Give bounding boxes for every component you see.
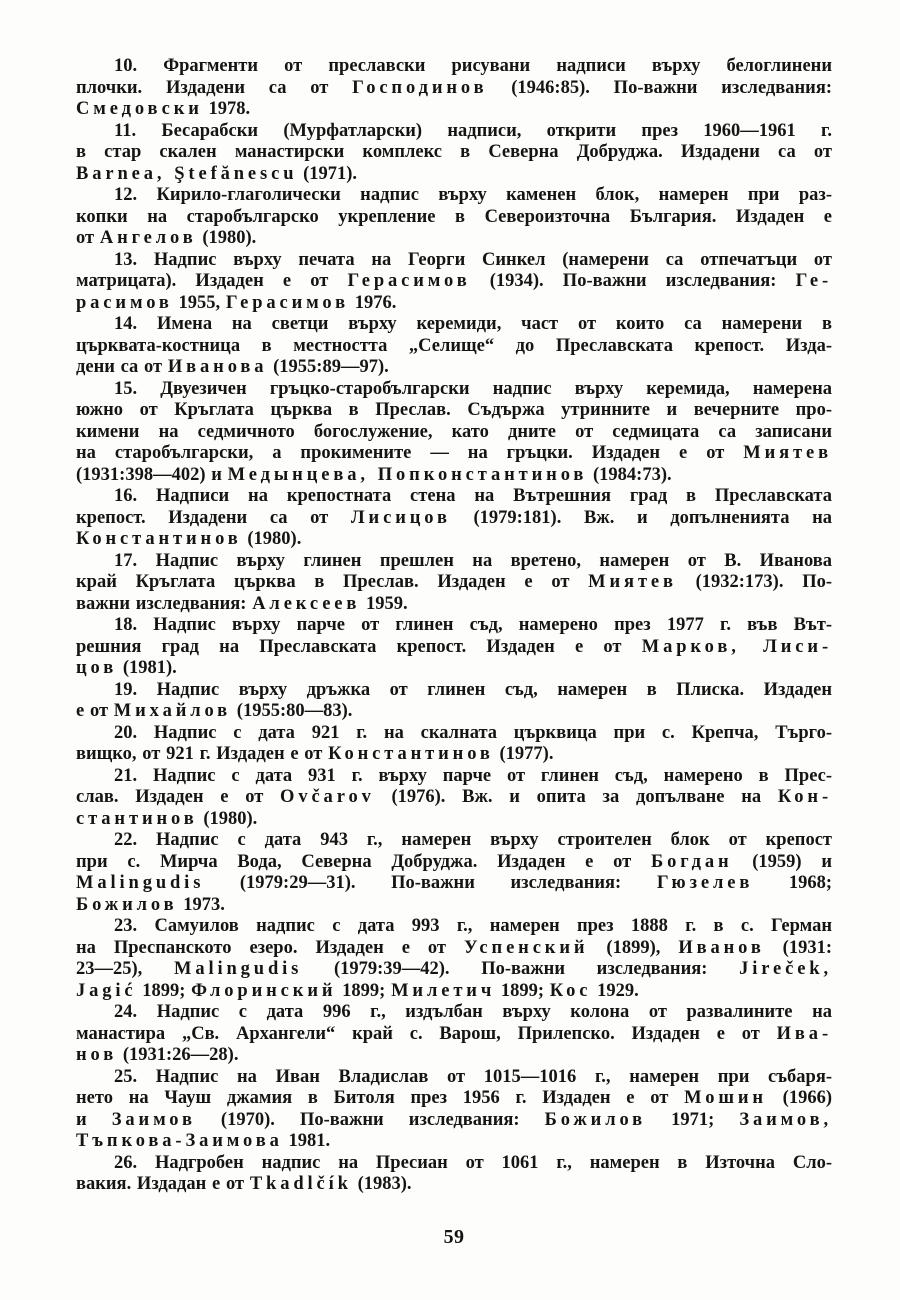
- text-segment: 23. Самуилов надпис с дата 993 г., намерен през 1888 г. в с. Герман: [114, 916, 832, 936]
- page-number: 59: [443, 1226, 465, 1248]
- text-line: [76, 852, 832, 874]
- text-line: [76, 486, 832, 508]
- text-line: [76, 981, 832, 1003]
- text-segment: 16. Надписи на крепостната стена на Вътрешния град в Преславската: [114, 486, 832, 506]
- text-line: [76, 142, 832, 164]
- text-segment: 17. Надпис върху глинен прешлен на вретено, намерен от В. Иванова: [114, 550, 832, 571]
- text-line: [76, 766, 832, 788]
- text-segment: при с. Мирча Вода, Северна Добруджа. Издаден е от: [76, 851, 651, 872]
- emphasized-author-name: Ива-: [776, 1023, 832, 1044]
- text-segment: 20. Надпис с дата 921 г. на скалната църквица при с. Крепча, Търго-: [114, 722, 832, 743]
- emphasized-author-name: нов: [76, 1045, 118, 1065]
- bibliography-entry-24: [76, 1002, 832, 1067]
- bibliography-entry-22: [76, 830, 832, 916]
- text-line: [76, 207, 832, 229]
- text-segment: (1966): [766, 1088, 832, 1108]
- emphasized-author-name: Заимов,: [739, 1109, 832, 1130]
- text-segment: 1976.: [348, 292, 397, 313]
- text-segment: 10. Фрагменти от преславски рисувани надписи върху белоглинени: [114, 56, 832, 76]
- text-line: [76, 572, 832, 594]
- text-line: [76, 1088, 832, 1110]
- text-segment: 15. Двуезичен гръцко-старобългарски надпис върху керемида, намерена: [114, 378, 832, 399]
- text-segment: и: [76, 1109, 112, 1130]
- bibliography-list: [76, 56, 832, 1196]
- text-segment: 1959.: [360, 593, 408, 614]
- text-segment: църквата-костница в местността „Селище“ до Преславската крепост. Изда-: [76, 335, 832, 356]
- text-segment: (1899),: [588, 937, 679, 958]
- emphasized-author-name: Господинов: [352, 77, 488, 98]
- emphasized-author-name: Смедовски: [76, 99, 203, 119]
- text-segment: (1981).: [117, 658, 177, 678]
- emphasized-author-name: Флоринский: [191, 980, 337, 1001]
- text-line: [76, 1131, 832, 1153]
- text-line: [76, 830, 832, 852]
- text-segment: манастира „Св. Архангели“ край с. Варош, Прилепско. Издаден е от: [76, 1023, 777, 1044]
- text-line: [76, 357, 832, 379]
- text-segment: дени са от: [76, 357, 168, 377]
- emphasized-author-name: Barnea, Ştefănescu: [76, 163, 298, 184]
- emphasized-author-name: Богдан: [650, 851, 733, 872]
- text-segment: (1959) и: [732, 851, 832, 872]
- bibliography-entry-12: [76, 185, 832, 250]
- text-line: [76, 1024, 832, 1046]
- emphasized-author-name: Михайлов: [113, 701, 232, 721]
- text-line: [76, 228, 832, 250]
- emphasized-author-name: Гюзелев: [656, 873, 754, 893]
- text-segment: (1980).: [197, 808, 258, 829]
- emphasized-author-name: Заимов: [111, 1109, 196, 1130]
- text-segment: 1929.: [591, 980, 639, 1001]
- bibliography-entry-25: [76, 1067, 832, 1153]
- text-line: [76, 873, 832, 895]
- emphasized-author-name: цов: [76, 658, 118, 678]
- bibliography-entry-23: [76, 916, 832, 1002]
- text-segment: 1981.: [282, 1131, 331, 1151]
- emphasized-author-name: Иванов: [678, 937, 765, 958]
- text-segment: 11. Бесарабски (Мурфатларски) надписи, открити през 1960—1961 г.: [114, 120, 832, 141]
- text-segment: от: [76, 228, 100, 248]
- text-line: [76, 701, 832, 723]
- emphasized-author-name: Герасимов: [347, 271, 471, 291]
- page-footer: [76, 1226, 832, 1249]
- text-segment: на Преспанското езеро. Издаден е от: [76, 937, 464, 958]
- text-line: [76, 1067, 832, 1089]
- text-segment: 1899;: [136, 980, 192, 1001]
- text-line: [76, 422, 832, 444]
- emphasized-author-name: стантинов: [76, 808, 198, 829]
- emphasized-author-name: Malingudis: [173, 959, 303, 979]
- text-segment: (1931:26—28).: [117, 1045, 239, 1065]
- text-line: [76, 916, 832, 938]
- bibliography-entry-19: [76, 680, 832, 723]
- text-segment: 12. Кирило-глаголически надпис върху каменен блок, намерен при раз-: [114, 185, 832, 205]
- emphasized-author-name: Герасимов: [225, 292, 349, 313]
- text-segment: 13. Надпис върху печата на Георги Синкел (намерени са отпечатъци от: [114, 249, 832, 270]
- text-line: [76, 185, 832, 207]
- text-line: [76, 895, 832, 917]
- emphasized-author-name: Ovčarov: [280, 787, 375, 807]
- text-line: [76, 551, 832, 573]
- text-line: [76, 1002, 832, 1024]
- emphasized-author-name: Jagić: [76, 980, 137, 1001]
- text-segment: 21. Надпис с дата 931 г. върху парче от глинен съд, намерено в Прес-: [114, 765, 832, 786]
- text-segment: край Кръглата църква в Преслав. Издаден е от: [76, 572, 589, 592]
- text-line: [76, 809, 832, 831]
- text-line: [76, 1045, 832, 1067]
- text-segment: 22. Надпис с дата 943 г., намерен върху строителен блок от крепост: [114, 830, 832, 850]
- emphasized-author-name: Миятев: [588, 572, 677, 592]
- text-segment: (1976). Вж. и опита за допълване на: [374, 787, 778, 807]
- text-line: [76, 938, 832, 960]
- text-segment: (1979:29—31). По-важни изследвания:: [204, 873, 657, 893]
- text-line: [76, 400, 832, 422]
- text-segment: (1971).: [297, 163, 358, 184]
- text-segment: вакия. Издадан е от: [76, 1174, 250, 1194]
- bibliography-entry-13: [76, 250, 832, 315]
- emphasized-author-name: Миятев: [743, 443, 832, 463]
- emphasized-author-name: Милетич: [391, 980, 496, 1001]
- text-segment: копки на старобългарско укрепление в Североизточна България. Издаден е: [76, 206, 832, 227]
- bibliography-entry-15: [76, 379, 832, 487]
- emphasized-author-name: Ге-: [795, 271, 832, 291]
- text-segment: (1977).: [493, 744, 554, 764]
- text-segment: (1984:73).: [587, 464, 672, 485]
- emphasized-author-name: Malingudis: [76, 873, 205, 893]
- text-line: [76, 959, 832, 981]
- text-segment: 1899;: [336, 980, 392, 1001]
- text-segment: южно от Кръглата църква в Преслав. Съдържа утринните и вечерните про-: [76, 400, 832, 420]
- text-segment: важни изследвания:: [76, 593, 253, 614]
- text-segment: 23—25),: [76, 959, 174, 979]
- text-segment: на старобългарски, а прокимените — на гръцки. Издаден е от: [76, 443, 744, 463]
- emphasized-author-name: Кон-: [777, 787, 832, 807]
- text-segment: е от: [76, 701, 114, 721]
- text-segment: (1979:181). Вж. и допълненията на: [450, 507, 832, 528]
- text-segment: (1955:80—83).: [231, 701, 353, 721]
- text-segment: 18. Надпис върху парче от глинен съд, намерено през 1977 г. във Вът-: [114, 615, 832, 635]
- bibliography-entry-17: [76, 551, 832, 616]
- text-segment: (1931:398—402) и: [76, 464, 228, 485]
- text-segment: решния град на Преславската крепост. Издаден е от: [76, 636, 642, 657]
- text-segment: 1973.: [177, 894, 225, 915]
- emphasized-author-name: Иванова: [167, 357, 268, 377]
- text-line: [76, 443, 832, 465]
- text-line: [76, 465, 832, 487]
- text-segment: 14. Имена на светци върху керемиди, част от които са намерени в: [114, 314, 832, 334]
- text-segment: крепост. Издадени са от: [76, 507, 351, 528]
- emphasized-author-name: Медынцева, Попконстантинов: [227, 464, 588, 485]
- bibliography-entry-11: [76, 121, 832, 186]
- emphasized-author-name: Успенский: [463, 937, 589, 958]
- emphasized-author-name: Tkadlčík: [249, 1174, 352, 1194]
- bibliography-entry-21: [76, 766, 832, 831]
- text-segment: вищко, от 921 г. Издаден е от: [76, 744, 329, 764]
- text-line: [76, 637, 832, 659]
- bibliography-entry-18: [76, 615, 832, 680]
- text-segment: нето на Чауш джамия в Битоля през 1956 г. Издаден е от: [76, 1088, 685, 1108]
- text-line: [76, 1174, 832, 1196]
- emphasized-author-name: Кос: [549, 980, 592, 1001]
- bibliography-entry-20: [76, 723, 832, 766]
- text-segment: (1946:85). По-важни изследвания:: [487, 77, 832, 98]
- emphasized-author-name: расимов: [76, 292, 173, 313]
- text-line: [76, 293, 832, 315]
- emphasized-author-name: Jireček,: [739, 959, 832, 979]
- text-line: [76, 1110, 832, 1132]
- text-segment: 19. Надпис върху дръжка от глинен съд, намерен в Плиска. Издаден: [114, 679, 832, 700]
- text-line: [76, 508, 832, 530]
- text-line: [76, 78, 832, 100]
- text-segment: 24. Надпис с дата 996 г., издълбан върху колона от развалините на: [114, 1002, 832, 1022]
- text-segment: (1955:89—97).: [267, 357, 389, 377]
- emphasized-author-name: Божилов: [76, 894, 178, 915]
- text-line: [76, 744, 832, 766]
- emphasized-author-name: Тъпкова-Заимова: [76, 1131, 283, 1151]
- text-line: [76, 658, 832, 680]
- bibliography-entry-26: [76, 1153, 832, 1196]
- text-line: [76, 336, 832, 358]
- text-segment: (1980).: [196, 228, 257, 248]
- text-segment: (1980).: [241, 529, 302, 549]
- text-line: [76, 594, 832, 616]
- text-segment: матрицата). Издаден е от: [76, 271, 348, 291]
- text-segment: (1934). По-важни изследвания:: [470, 271, 796, 291]
- text-segment: 1978.: [202, 99, 251, 119]
- text-segment: 25. Надпис на Иван Владислав от 1015—1016 г., намерен при събаря-: [114, 1066, 832, 1087]
- text-segment: 1971;: [646, 1109, 740, 1130]
- text-line: [76, 56, 832, 78]
- emphasized-author-name: Константинов: [328, 744, 494, 764]
- bibliography-entry-16: [76, 486, 832, 551]
- text-segment: плочки. Издадени са от: [76, 77, 353, 98]
- emphasized-author-name: Мошин: [684, 1088, 767, 1108]
- emphasized-author-name: Лисицов: [350, 507, 451, 528]
- text-line: [76, 99, 832, 121]
- text-segment: (1970). По-важни изследвания:: [195, 1109, 545, 1130]
- text-segment: (1931:: [764, 937, 832, 958]
- text-line: [76, 723, 832, 745]
- emphasized-author-name: Божилов: [544, 1109, 647, 1130]
- text-segment: 1955,: [172, 292, 226, 313]
- text-segment: слав. Издаден е от: [76, 787, 281, 807]
- text-segment: кимени на седмичното богослужение, като дните от седмицата са записани: [76, 421, 832, 442]
- text-segment: (1932:173). По-: [676, 572, 832, 592]
- emphasized-author-name: Ангелов: [99, 228, 197, 248]
- text-line: [76, 1153, 832, 1175]
- bibliography-entry-10: [76, 56, 832, 121]
- text-line: [76, 250, 832, 272]
- text-segment: (1979:39—42). По-важни изследвания:: [302, 959, 740, 979]
- text-line: [76, 615, 832, 637]
- text-line: [76, 529, 832, 551]
- emphasized-author-name: Марков, Лиси-: [641, 636, 832, 657]
- text-line: [76, 787, 832, 809]
- text-line: [76, 121, 832, 143]
- text-line: [76, 164, 832, 186]
- text-segment: в стар скален манастирски комплекс в Северна Добруджа. Издадени са от: [76, 142, 832, 162]
- bibliography-entry-14: [76, 314, 832, 379]
- text-segment: 1968;: [753, 873, 832, 893]
- text-line: [76, 271, 832, 293]
- text-line: [76, 379, 832, 401]
- text-segment: (1983).: [351, 1174, 412, 1194]
- text-line: [76, 314, 832, 336]
- text-segment: 26. Надгробен надпис на Пресиан от 1061 г., намерен в Източна Сло-: [114, 1152, 832, 1173]
- emphasized-author-name: Константинов: [76, 529, 242, 549]
- emphasized-author-name: Алексеев: [252, 593, 361, 614]
- text-line: [76, 680, 832, 702]
- text-segment: 1899;: [495, 980, 550, 1001]
